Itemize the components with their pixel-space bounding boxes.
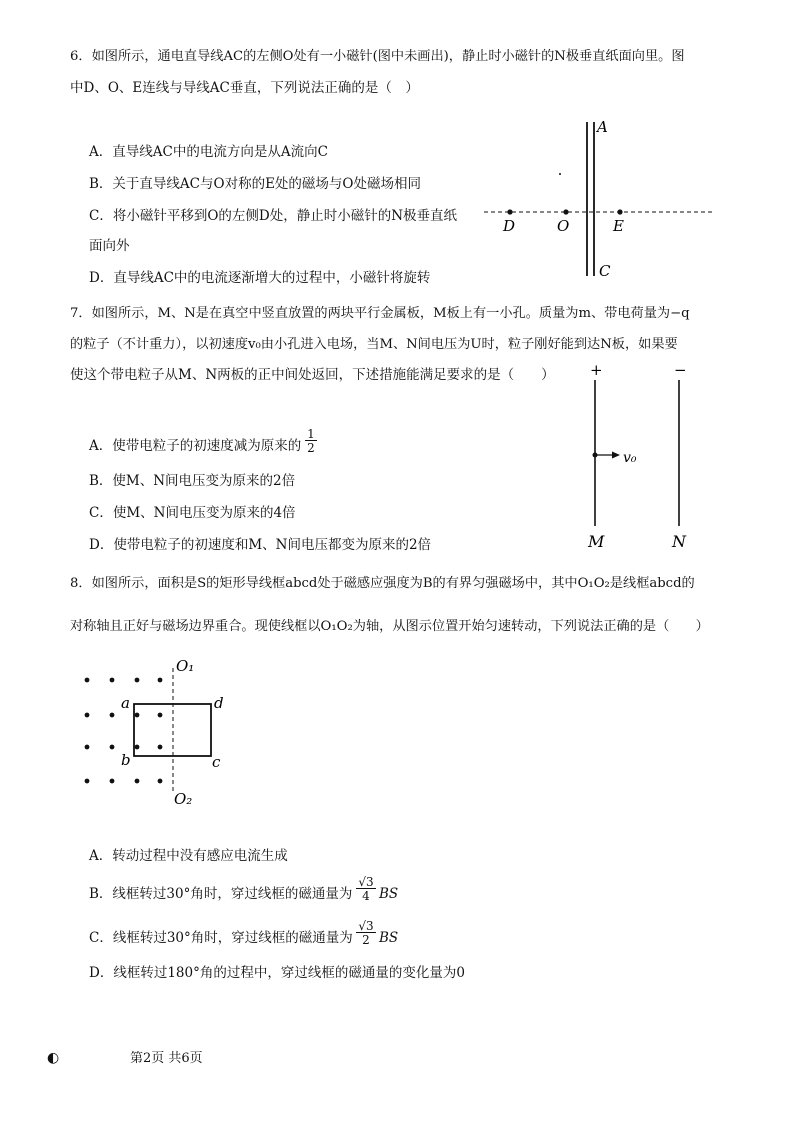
q7-label-v0: v₀ bbox=[623, 450, 637, 466]
q7-option-d: D．使带电粒子的初速度和M、N间电压都变为原来的2倍 bbox=[89, 537, 432, 553]
q8-label-o2: O₂ bbox=[174, 790, 193, 808]
q6-option-c-line2: 面向外 bbox=[89, 238, 130, 254]
q6-point-o bbox=[563, 209, 568, 214]
q8-label-a: a bbox=[121, 694, 130, 712]
q7-particle bbox=[593, 453, 598, 458]
q8-magnetic-field-dots bbox=[85, 678, 163, 784]
q6-label-o: O bbox=[557, 217, 570, 235]
q8-option-b-denominator: 4 bbox=[356, 888, 376, 902]
q7-stem-line1: 7．如图所示，M、N是在真空中竖直放置的两块平行金属板，M板上有一小孔。质量为m、带电荷量为−q bbox=[70, 306, 690, 321]
q8-label-c: c bbox=[212, 753, 221, 771]
q6-label-d: D bbox=[503, 217, 516, 235]
q6-stem-line2: 中D、O、E连线与导线AC垂直，下列说法正确的是（ ） bbox=[70, 80, 419, 96]
q6-option-a: A．直导线AC中的电流方向是从A流向C bbox=[89, 144, 328, 160]
q8-option-c-bs: BS bbox=[379, 930, 399, 946]
q8-option-b-bs: BS bbox=[379, 886, 399, 902]
q8-option-c-fraction bbox=[356, 920, 376, 946]
q8-label-d: d bbox=[214, 694, 224, 712]
q6-option-d: D．直导线AC中的电流逐渐增大的过程中，小磁针将旋转 bbox=[89, 270, 431, 286]
q7-label-m: M bbox=[588, 532, 605, 551]
q6-option-c-line1: C．将小磁针平移到O的左侧D处，静止时小磁针的N极垂直纸 bbox=[89, 208, 458, 224]
q6-stem-line1: 6．如图所示，通电直导线AC的左侧O处有一小磁针(图中未画出)，静止时小磁针的N极垂直纸面向里。图 bbox=[70, 49, 685, 64]
q8-stem-line2: 对称轴且正好与磁场边界重合。现使线框以O₁O₂为轴，从图示位置开始匀速转动，下列说法正确的是（ ） bbox=[70, 619, 709, 634]
q7-option-a-denominator: 2 bbox=[305, 440, 317, 454]
q8-option-c-numerator: √3 bbox=[358, 919, 374, 933]
q8-option-a: A．转动过程中没有感应电流生成 bbox=[89, 848, 288, 864]
q7-option-a: A．使带电粒子的初速度减为原来的 bbox=[89, 438, 302, 454]
q8-option-c-denominator: 2 bbox=[356, 932, 376, 946]
q7-label-n: N bbox=[672, 532, 686, 551]
q8-option-c: C．线框转过30°角时，穿过线框的磁通量为 bbox=[89, 930, 353, 946]
q8-option-d: D．线框转过180°角的过程中，穿过线框的磁通量的变化量为0 bbox=[89, 965, 465, 981]
q8-option-b: B．线框转过30°角时，穿过线框的磁通量为 bbox=[89, 886, 353, 902]
q7-stem-line3: 使这个带电粒子从M、N两板的正中间处返回，下述措施能满足要求的是（ ） bbox=[70, 367, 555, 383]
q7-stem-line2: 的粒子（不计重力），以初速度v₀由小孔进入电场，当M、N间电压为U时，粒子刚好能到达N板，如果要 bbox=[70, 337, 678, 352]
q6-point-d bbox=[507, 209, 512, 214]
q6-point-e bbox=[617, 209, 622, 214]
q7-minus-sign: − bbox=[674, 361, 687, 379]
q6-label-e: E bbox=[613, 217, 624, 235]
footer-mark: ◐ bbox=[47, 1050, 60, 1066]
q8-label-b: b bbox=[121, 751, 131, 769]
q7-option-b: B．使M、N间电压变为原来的2倍 bbox=[89, 473, 296, 489]
q6-label-c: C bbox=[599, 262, 611, 280]
q7-plus-sign: + bbox=[590, 361, 603, 379]
q8-option-b-numerator: √3 bbox=[358, 875, 374, 889]
q6-label-a: A bbox=[597, 118, 608, 136]
q8-option-b-fraction bbox=[356, 876, 376, 902]
q7-option-c: C．使M、N间电压变为原来的4倍 bbox=[89, 505, 296, 521]
q7-option-a-fraction bbox=[305, 428, 317, 454]
page-number: 第2页 共6页 bbox=[130, 1051, 203, 1066]
q6-option-b: B．关于直导线AC与O对称的E处的磁场与O处磁场相同 bbox=[89, 176, 421, 192]
q8-label-o1: O₁ bbox=[176, 657, 195, 675]
q8-stem-line1: 8．如图所示，面积是S的矩形导线框abcd处于磁感应强度为B的有界匀强磁场中，其中O₁O₂是线框abcd的 bbox=[70, 576, 695, 591]
q8-wire-frame bbox=[134, 704, 211, 756]
q7-option-a-numerator: 1 bbox=[307, 427, 315, 441]
